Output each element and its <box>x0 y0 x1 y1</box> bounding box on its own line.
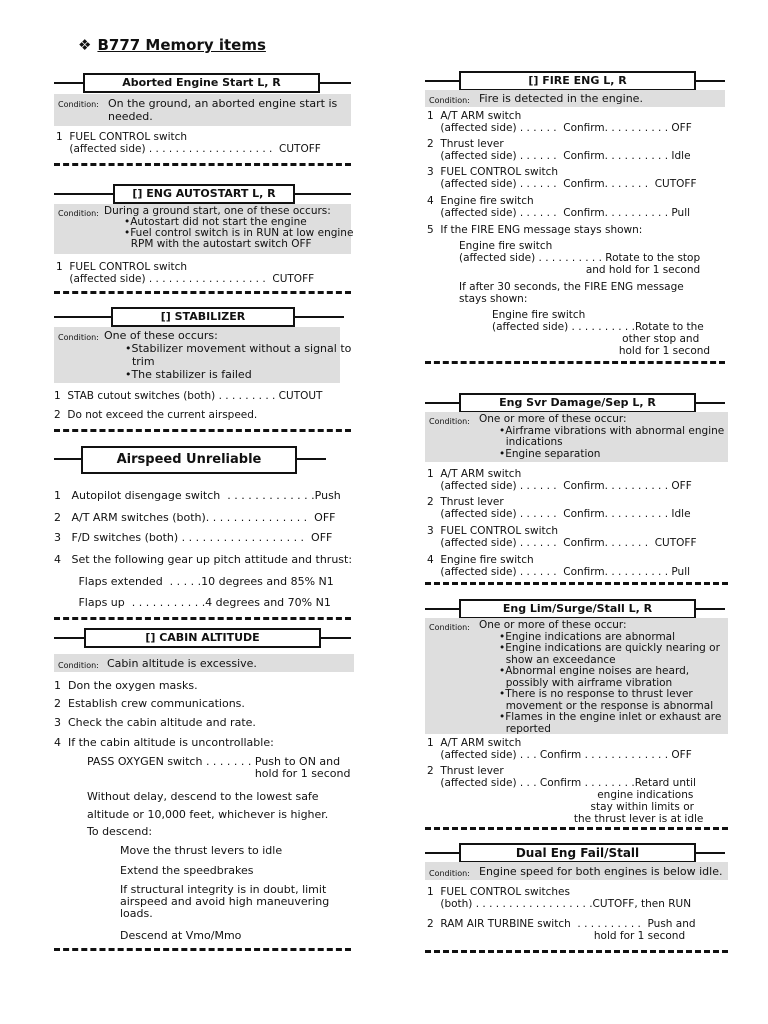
step-item: 1 FUEL CONTROL switch (affected side) . . . . . . . . . . . . . . . . . . . CUTOFF <box>56 131 321 155</box>
step-item: 2 A/T ARM switches (both). . . . . . . . . . . . . . . OFF <box>54 511 336 524</box>
step-item: 4 Engine fire switch (affected side) . . . . . . Confirm. . . . . . . . . . Pull <box>427 554 691 578</box>
section-header-eng-autostart <box>54 184 351 202</box>
step-item: To descend: <box>87 825 153 838</box>
step-item: 1 A/T ARM switch (affected side) . . . . . . Confirm. . . . . . . . . . OFF <box>427 110 692 134</box>
condition-text: One or more of these occur: •Airframe vibrations with abnormal engine indications •Engine separation <box>479 413 725 460</box>
section-header-eng-lim-surge-stall <box>425 599 725 617</box>
step-item: PASS OXYGEN switch . . . . . . . Push to ON and hold for 1 second <box>87 755 351 780</box>
dashed-separator <box>54 163 351 166</box>
step-item: Engine fire switch (affected side) . . . . . . . . . .Rotate to the other stop and hold for 1 second <box>492 309 711 357</box>
step-item: 4 Engine fire switch (affected side) . . . . . . Confirm. . . . . . . . . . Pull <box>427 195 691 219</box>
condition-label: Condition: <box>58 100 99 109</box>
section-title: Dual Eng Fail/Stall <box>459 843 696 863</box>
section-title: [] FIRE ENG L, R <box>459 71 696 91</box>
dashed-separator <box>54 291 351 294</box>
dashed-separator <box>425 827 728 830</box>
condition-label: Condition: <box>58 333 99 342</box>
condition-text: Engine speed for both engines is below idle. <box>479 865 723 878</box>
dashed-separator <box>54 617 351 620</box>
step-item: 3 F/D switches (both) . . . . . . . . . . . . . . . . . . OFF <box>54 531 333 544</box>
condition-box <box>425 90 725 107</box>
step-item: 1 Autopilot disengage switch . . . . . . . . . . . . .Push <box>54 489 341 502</box>
condition-box <box>54 654 354 672</box>
condition-label: Condition: <box>429 96 470 105</box>
condition-box <box>425 412 728 462</box>
section-title: [] ENG AUTOSTART L, R <box>113 184 295 204</box>
step-item: 3 FUEL CONTROL switch (affected side) . . . . . . Confirm. . . . . . . CUTOFF <box>427 166 697 190</box>
condition-box <box>54 327 352 383</box>
step-item: 4 Set the following gear up pitch attitude and thrust: <box>54 553 353 566</box>
section-header-aborted-start <box>54 73 351 91</box>
step-item: Flaps extended . . . . .10 degrees and 85% N1 <box>54 575 334 588</box>
section-title: Aborted Engine Start L, R <box>83 73 320 93</box>
step-item: Move the thrust levers to idle <box>120 844 283 857</box>
dashed-separator <box>54 948 351 951</box>
step-item: 1 FUEL CONTROL switches (both) . . . . . . . . . . . . . . . . . .CUTOFF, then RUN <box>427 886 692 910</box>
step-item: 2 Thrust lever (affected side) . . . Confirm . . . . . . . .Retard until engine indications stay within limits or the thrust lever is at idle <box>427 765 704 825</box>
condition-label: Condition: <box>58 209 99 218</box>
condition-text: One of these occurs: •Stabilizer movement without a signal to trim •The stabilizer is failed <box>104 329 352 381</box>
step-item: Descend at Vmo/Mmo <box>120 929 242 942</box>
step-item: 4 If the cabin altitude is uncontrollable: <box>54 736 274 749</box>
condition-text: During a ground start, one of these occurs: •Autostart did not start the engine •Fuel control switch is in RUN at low engine RPM with the autostart switch OFF <box>104 205 354 250</box>
section-header-airspeed-unreliable <box>54 446 326 472</box>
step-item: 1 A/T ARM switch (affected side) . . . Confirm . . . . . . . . . . . . . OFF <box>427 737 692 761</box>
section-header-cabin-altitude <box>54 628 351 646</box>
step-item: 1 Don the oxygen masks. <box>54 679 198 692</box>
step-item: If after 30 seconds, the FIRE ENG message stays shown: <box>459 281 684 305</box>
condition-box <box>54 204 354 254</box>
page-title <box>78 36 266 54</box>
step-item: Extend the speedbrakes <box>120 864 254 877</box>
condition-label: Condition: <box>429 623 470 632</box>
step-item: 1 FUEL CONTROL switch (affected side) . . . . . . . . . . . . . . . . . . CUTOFF <box>56 261 315 285</box>
dashed-separator <box>54 429 351 432</box>
condition-text: Cabin altitude is excessive. <box>107 657 257 670</box>
section-header-dual-eng-fail <box>425 843 725 861</box>
condition-text: Fire is detected in the engine. <box>479 92 643 105</box>
step-item: 5 If the FIRE ENG message stays shown: <box>427 224 643 236</box>
step-item: 2 Thrust lever (affected side) . . . . . . Confirm. . . . . . . . . . Idle <box>427 138 691 162</box>
step-item: 3 Check the cabin altitude and rate. <box>54 716 256 729</box>
section-title: [] CABIN ALTITUDE <box>84 628 321 648</box>
section-header-stabilizer <box>54 307 344 325</box>
step-item: 2 RAM AIR TURBINE switch . . . . . . . . . . Push and hold for 1 second <box>427 918 696 942</box>
step-item: 1 A/T ARM switch (affected side) . . . . . . Confirm. . . . . . . . . . OFF <box>427 468 692 492</box>
step-item: 1 STAB cutout switches (both) . . . . . . . . . CUTOUT <box>54 390 323 402</box>
section-title: [] STABILIZER <box>111 307 295 327</box>
condition-label: Condition: <box>429 869 470 878</box>
condition-box <box>54 94 351 126</box>
section-header-eng-svr-damage <box>425 393 725 411</box>
step-item: 2 Establish crew communications. <box>54 697 245 710</box>
section-header-fire-eng <box>425 71 725 89</box>
step-item: 2 Thrust lever (affected side) . . . . . . Confirm. . . . . . . . . . Idle <box>427 496 691 520</box>
dashed-separator <box>425 582 728 585</box>
condition-label: Condition: <box>429 417 470 426</box>
step-item: 2 Do not exceed the current airspeed. <box>54 409 258 421</box>
section-title: Airspeed Unreliable <box>81 446 297 474</box>
dashed-separator <box>425 361 725 364</box>
step-item: If structural integrity is in doubt, limit airspeed and avoid high maneuvering loads. <box>120 883 330 920</box>
dashed-separator <box>425 950 728 953</box>
section-title: Eng Lim/Surge/Stall L, R <box>459 599 696 619</box>
page-title-text: B777 Memory items <box>97 36 266 54</box>
step-item: Flaps up . . . . . . . . . . .4 degrees and 70% N1 <box>54 596 331 609</box>
step-item: Without delay, descend to the lowest safe altitude or 10,000 feet, whichever is higher. <box>87 790 329 821</box>
condition-text: On the ground, an aborted engine start is needed. <box>108 97 338 123</box>
step-item: 3 FUEL CONTROL switch (affected side) . . . . . . Confirm. . . . . . . CUTOFF <box>427 525 697 549</box>
condition-box <box>425 862 728 880</box>
condition-label: Condition: <box>58 661 99 670</box>
condition-box <box>425 618 728 734</box>
diamond-bullet-icon: ❖ <box>78 36 92 54</box>
condition-text: One or more of these occur: •Engine indications are abnormal •Engine indications are quickly nearing or show an exceedance •Abnormal engine noises are heard, possibly with airframe vibration •There is no response to thrust lever movement or the response is abnormal •Flames in the engine inlet or exhaust are reported <box>479 619 722 735</box>
section-title: Eng Svr Damage/Sep L, R <box>459 393 696 413</box>
step-item: Engine fire switch (affected side) . . . . . . . . . . Rotate to the stop and hold for 1 second <box>459 240 701 276</box>
